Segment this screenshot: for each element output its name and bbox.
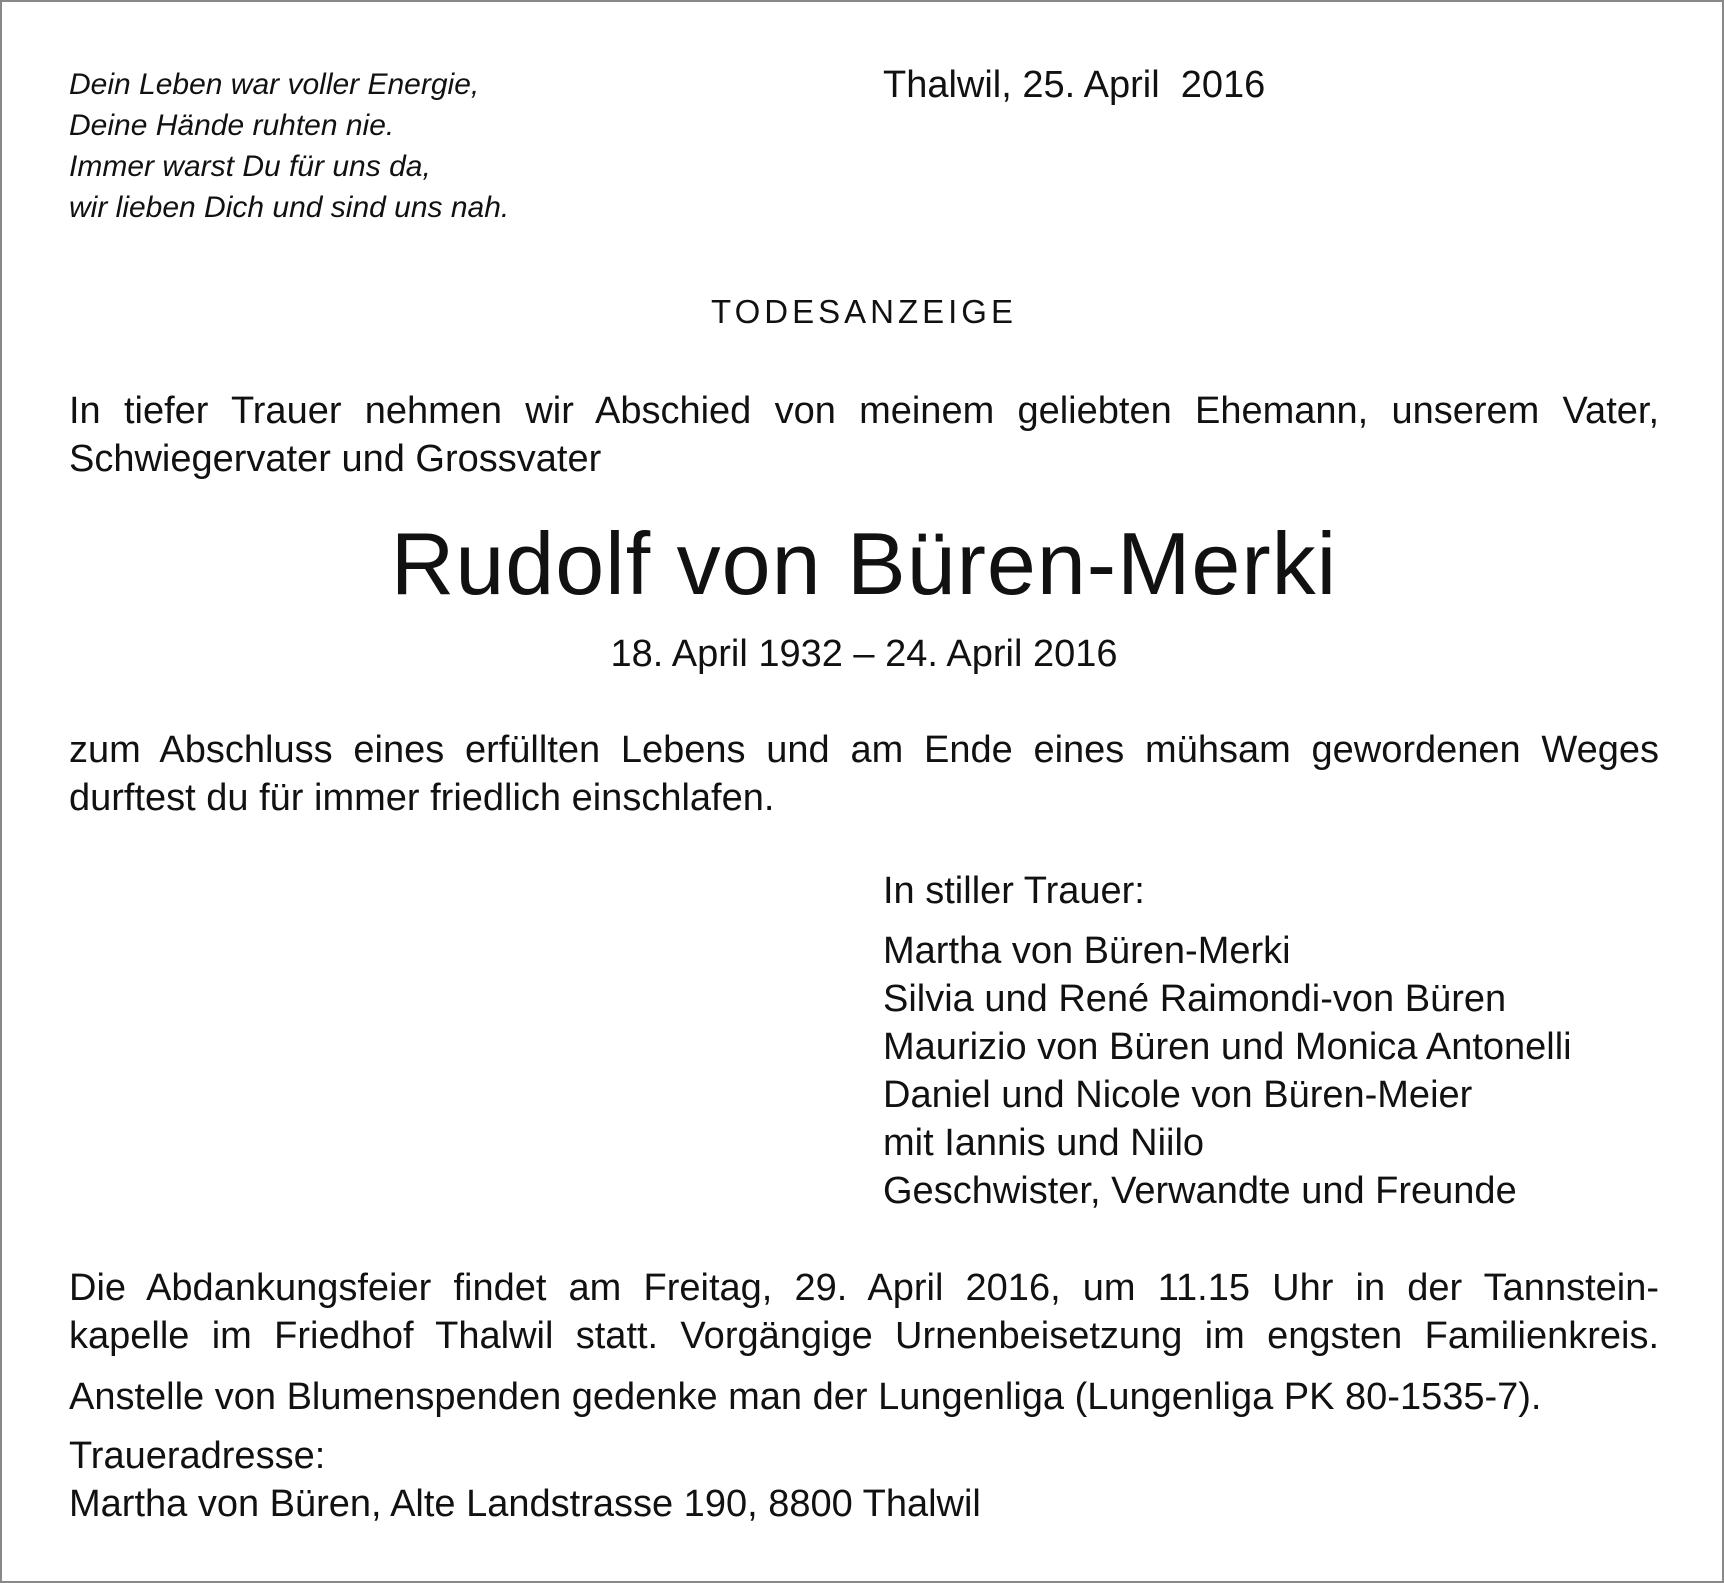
- mourners-list: [883, 927, 1572, 1215]
- donation-note: Anstelle von Blumenspenden gedenke man der Lungenliga (Lungenliga PK 80-1535-7).: [69, 1376, 1542, 1418]
- poem-line: Dein Leben war voller Energie,: [69, 68, 480, 101]
- address-line: Martha von Büren, Alte Landstrasse 190, 8800 Thalwil: [69, 1483, 981, 1525]
- closing-line: durftest du für immer friedlich einschlafen.: [69, 777, 775, 819]
- mourner-entry: Daniel und Nicole von Büren-Meier: [883, 1074, 1473, 1116]
- poem: [69, 64, 509, 228]
- mourner-entry: Silvia und René Raimondi-von Büren: [883, 978, 1507, 1020]
- mourner-entry: mit Iannis und Niilo: [883, 1122, 1205, 1164]
- poem-line: Deine Hände ruhten nie.: [69, 109, 395, 142]
- intro-line: Schwiegervater und Grossvater: [69, 438, 602, 480]
- notice-heading: TODESANZEIGE: [711, 293, 1017, 330]
- address-label: Traueradresse:: [69, 1435, 326, 1477]
- ceremony-line: kapelle im Friedhof Thalwil statt. Vorgängige Urnenbeisetzung im engsten Familienkreis.: [69, 1315, 1659, 1357]
- mourner-entry: Martha von Büren-Merki: [883, 930, 1291, 972]
- ceremony-line: Die Abdankungsfeier findet am Freitag, 29. April 2016, um 11.15 Uhr in der Tannstein-: [69, 1267, 1659, 1309]
- mourning-address: [69, 1432, 981, 1528]
- ceremony-paragraph: [69, 1264, 1659, 1360]
- closing-paragraph: [69, 726, 1659, 822]
- deceased-name: Rudolf von Büren-Merki: [390, 514, 1338, 613]
- intro-paragraph: [69, 387, 1659, 483]
- life-dates: 18. April 1932 – 24. April 2016: [610, 633, 1118, 675]
- poem-line: wir lieben Dich und sind uns nah.: [69, 191, 510, 224]
- mourner-entry: Geschwister, Verwandte und Freunde: [883, 1170, 1517, 1212]
- poem-line: Immer warst Du für uns da,: [69, 150, 431, 183]
- intro-line: In tiefer Trauer nehmen wir Abschied von meinem geliebten Ehemann, unserem Vater,: [69, 390, 1659, 432]
- mourners-title: In stiller Trauer:: [883, 870, 1145, 912]
- place-date: Thalwil, 25. April 2016: [883, 64, 1266, 106]
- mourner-entry: Maurizio von Büren und Monica Antonelli: [883, 1026, 1572, 1068]
- closing-line: zum Abschluss eines erfüllten Lebens und am Ende eines mühsam gewordenen Weges: [69, 729, 1659, 771]
